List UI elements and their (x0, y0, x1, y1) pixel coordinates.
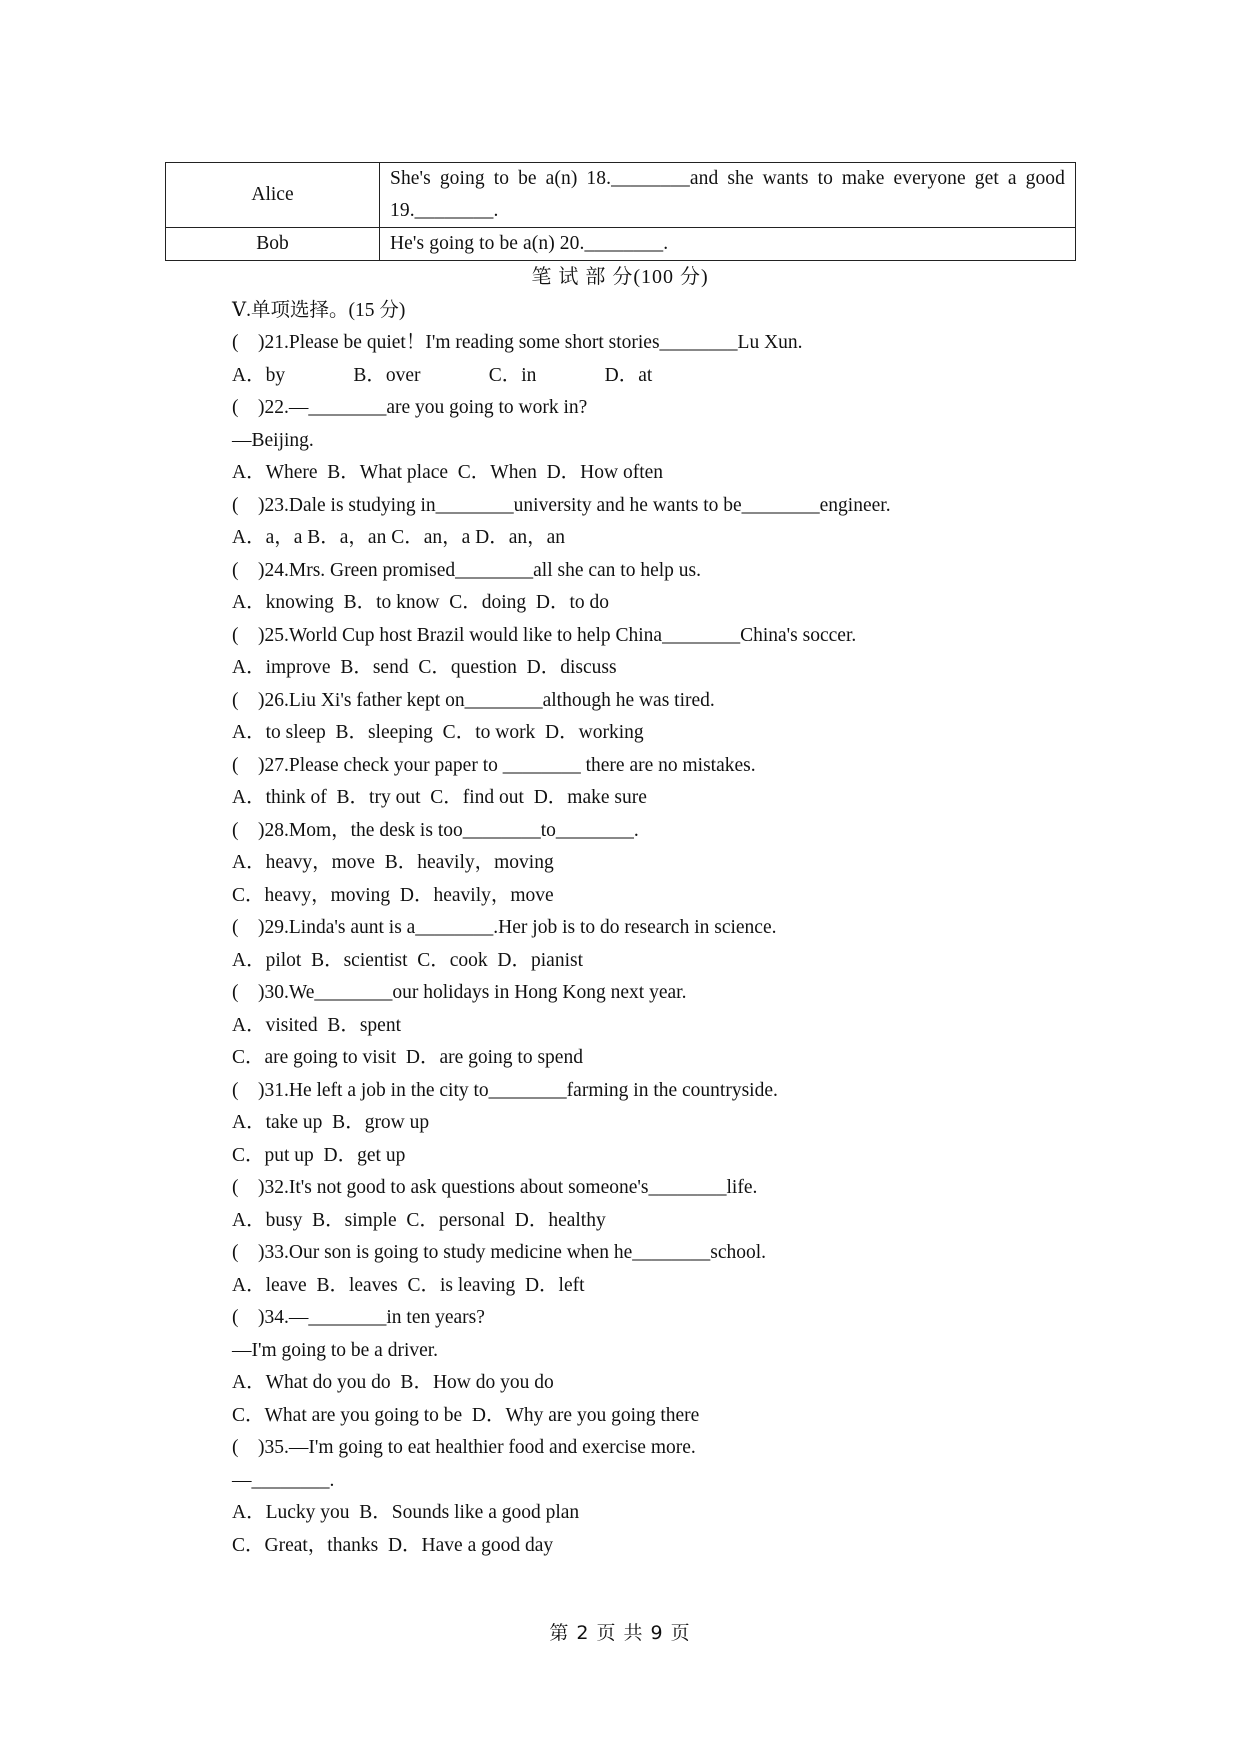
question-29 (232, 912, 1092, 977)
page-footer: 第 2 页 共 9 页 (549, 1622, 691, 1644)
question-stem: ( )22.—________are you going to work in? (232, 397, 588, 418)
dialogue-reply: —________. (232, 1469, 335, 1491)
answer-options: A．busy B．simple C．personal D．healthy (232, 1209, 606, 1231)
question-stem: ( )27.Please check your paper to ________ there are no mistakes. (232, 754, 756, 776)
answer-options: A．heavy，move B．heavily，moving (232, 852, 554, 873)
question-27 (232, 750, 1092, 815)
answer-options: A．think of B．try out C．find out D．make sure (232, 787, 647, 808)
table-row (166, 163, 1076, 228)
answer-options: A．Where B．What place C．When D．How often (232, 462, 664, 483)
person-name: Alice (166, 163, 380, 228)
question-stem: ( )28.Mom，the desk is too________to________. (232, 819, 639, 841)
person-description: He's going to be a(n) 20.________. (380, 228, 1076, 261)
question-stem: ( )34.—________in ten years? (232, 1307, 485, 1328)
answer-options: C．put up D．get up (232, 1144, 406, 1166)
question-stem: ( )26.Liu Xi's father kept on________although he was tired. (232, 689, 715, 711)
part-heading: Ⅴ.单项选择。(15 分) (232, 299, 406, 321)
question-stem: ( )21.Please be quiet！I'm reading some short stories________Lu Xun. (232, 332, 803, 353)
question-33 (232, 1237, 1092, 1302)
answer-options: A．take up B．grow up (232, 1112, 430, 1133)
answer-options: A．visited B．spent (232, 1014, 401, 1036)
question-stem: ( )35.—I'm going to eat healthier food and exercise more. (232, 1437, 696, 1458)
question-list (232, 295, 1092, 1563)
table-row (166, 228, 1076, 261)
answer-options: A．improve B．send C．question D．discuss (232, 657, 617, 678)
answer-options: A．by B．over C．in D．at (232, 364, 653, 386)
question-30 (232, 977, 1092, 1075)
answer-options: A．pilot B．scientist C．cook D．pianist (232, 949, 583, 971)
question-stem: ( )29.Linda's aunt is a________.Her job is to do research in science. (232, 917, 777, 938)
question-34 (232, 1302, 1092, 1432)
question-28 (232, 815, 1092, 913)
dialogue-reply: —Beijing. (232, 429, 314, 451)
question-stem: ( )25.World Cup host Brazil would like to help China________China's soccer. (232, 624, 857, 646)
section-title: 笔 试 部 分(100 分) (531, 266, 709, 288)
question-24 (232, 555, 1092, 620)
question-26 (232, 685, 1092, 750)
answer-options: A．knowing B．to know C．doing D．to do (232, 592, 610, 613)
answer-options: A．leave B．leaves C．is leaving D．left (232, 1274, 585, 1296)
answer-options: C．Great，thanks D．Have a good day (232, 1534, 554, 1556)
profile-table (165, 162, 1076, 261)
question-21 (232, 327, 1092, 392)
answer-options: C．heavy，moving D．heavily，move (232, 884, 554, 906)
question-35 (232, 1432, 1092, 1562)
dialogue-reply: —I'm going to be a driver. (232, 1339, 439, 1361)
question-stem: ( )33.Our son is going to study medicine when he________school. (232, 1242, 767, 1263)
person-name: Bob (166, 228, 380, 261)
question-stem: ( )31.He left a job in the city to________farming in the countryside. (232, 1079, 778, 1101)
question-stem: ( )32.It's not good to ask questions about someone's________life. (232, 1177, 758, 1198)
question-22 (232, 392, 1092, 490)
question-stem: ( )23.Dale is studying in________university and he wants to be________engineer. (232, 494, 891, 516)
answer-options: C．What are you going to be D．Why are you going there (232, 1404, 700, 1426)
question-stem: ( )24.Mrs. Green promised________all she can to help us. (232, 559, 701, 581)
answer-options: C．are going to visit D．are going to spend (232, 1047, 583, 1068)
question-25 (232, 620, 1092, 685)
answer-options: A．Lucky you B．Sounds like a good plan (232, 1502, 580, 1523)
person-description: She's going to be a(n) 18.________and she wants to make everyone get a good 19.________. (380, 163, 1076, 228)
question-31 (232, 1075, 1092, 1173)
answer-options: A．to sleep B．sleeping C．to work D．working (232, 722, 644, 743)
question-23 (232, 490, 1092, 555)
question-stem: ( )30.We________our holidays in Hong Kong next year. (232, 982, 687, 1003)
answer-options: A．a，a B．a，an C．an，a D．an，an (232, 527, 566, 548)
question-32 (232, 1172, 1092, 1237)
answer-options: A．What do you do B．How do you do (232, 1372, 554, 1393)
